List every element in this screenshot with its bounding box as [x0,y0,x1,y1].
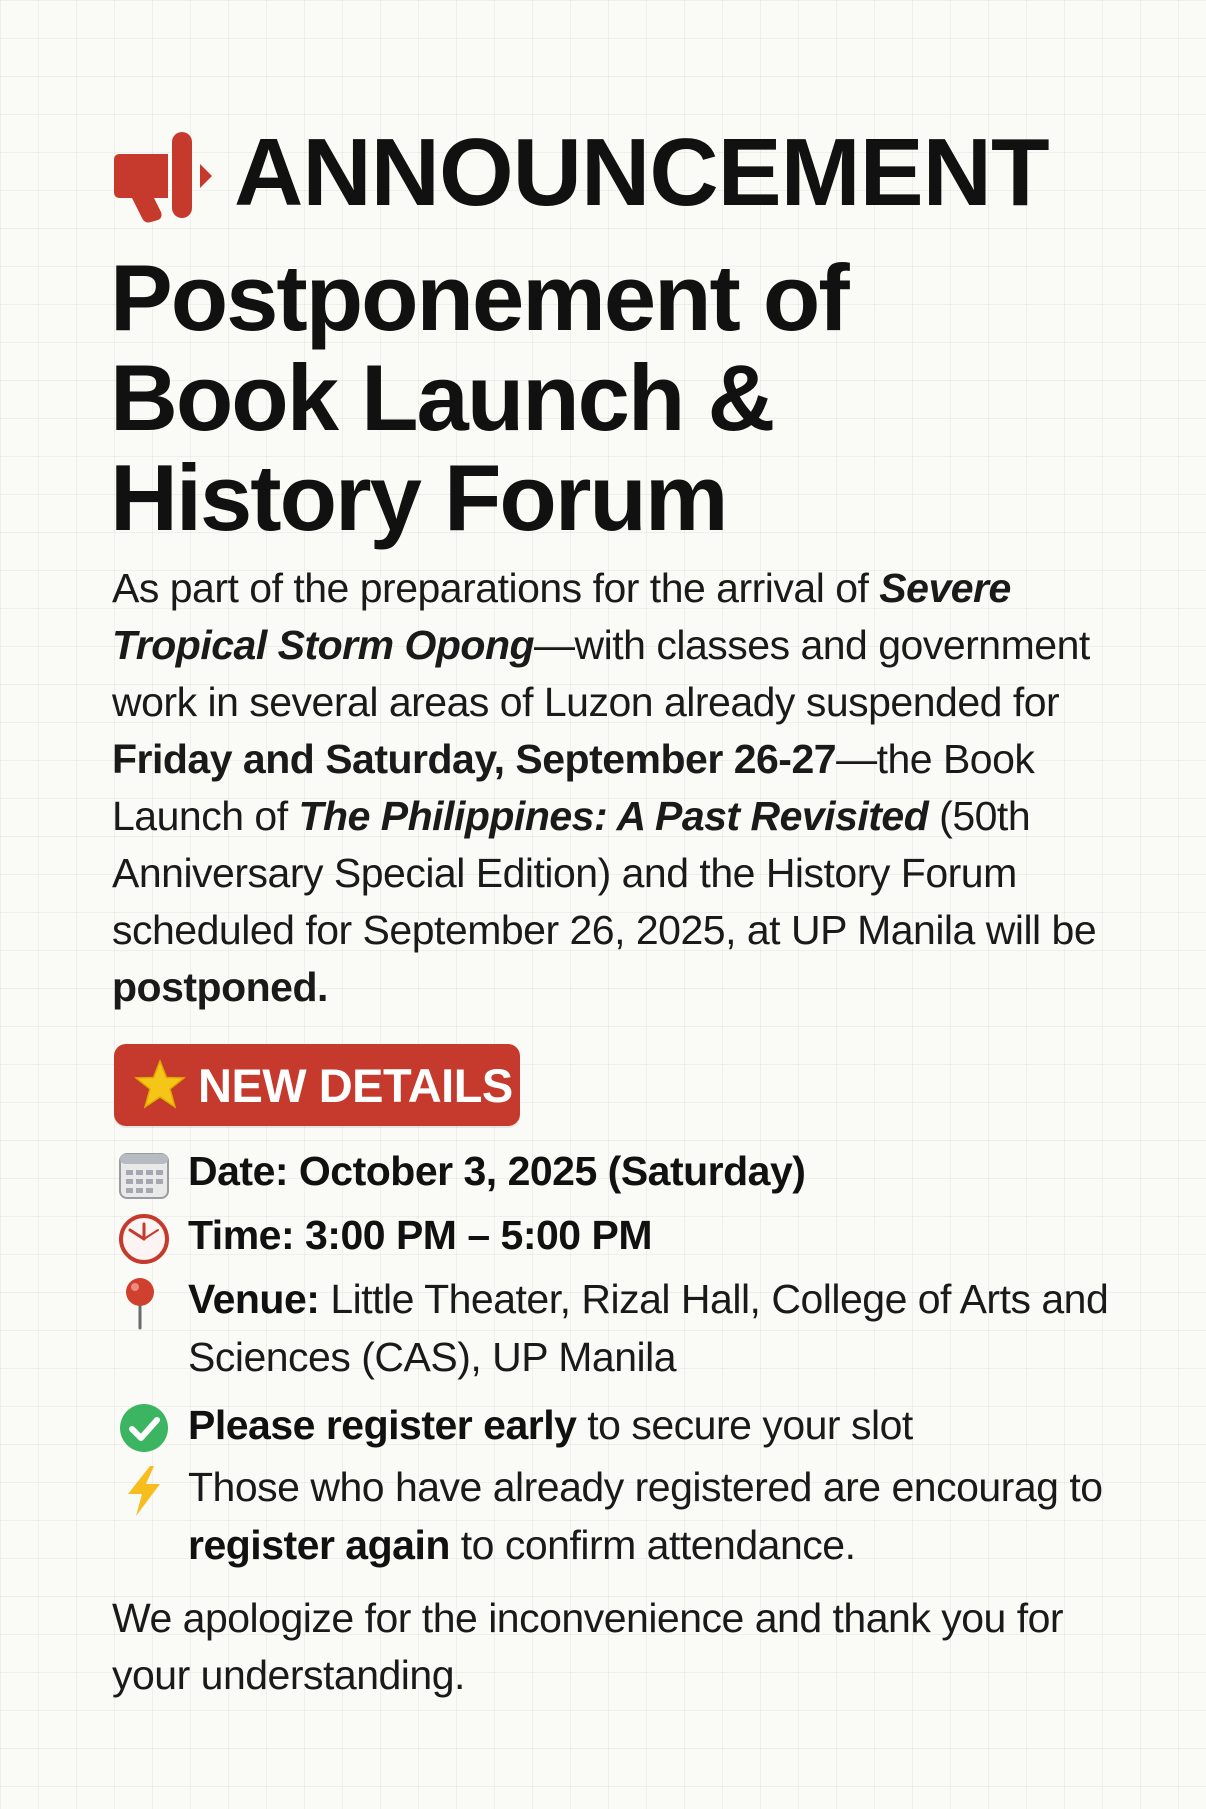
pin-icon [116,1274,172,1330]
already-bold: register again [188,1522,450,1568]
detail-register [116,1396,1176,1458]
calendar-icon [116,1146,172,1202]
register-text: to secure your slot [576,1402,913,1448]
closing-text: We apologize for the inconvenience and thank you for your understanding. [112,1595,1064,1698]
body-paragraph [112,560,1132,1016]
announcement-header [106,118,1049,228]
register-bold: Please register early [188,1402,577,1448]
suspension-days: Friday and Saturday, September 26-27 [112,736,837,782]
megaphone-icon [106,118,216,228]
already-text: Those who have already registered are encourag to [188,1464,1103,1510]
details-list [116,1142,1176,1588]
body-text: (50th Anniversary Special Edition) and the History Forum scheduled for September 26, 2025, at UP Manila will be [112,793,1097,953]
check-icon [116,1400,172,1456]
book-title: The Philippines: A Past Revisited [298,793,929,839]
title-line: Book Launch & [110,345,774,450]
detail-date [116,1142,1176,1206]
venue-label: Venue: [188,1276,320,1322]
venue-text: Little Theater, Rizal Hall, College of Arts and Sciences (CAS), UP Manila [188,1276,1109,1380]
lightning-icon [116,1462,172,1518]
body-text: —the Book Launch of [112,736,1035,839]
new-details-badge [114,1044,520,1126]
announcement-label: ANNOUNCEMENT [234,119,1049,226]
page-title [110,245,1110,550]
new-details-label: NEW DETAILS [198,1058,513,1112]
body-text: As part of the preparations for the arrival of [112,565,880,611]
body-text: —with classes and government work in several areas of Luzon already suspended for [112,622,1090,725]
already-text-end: to confirm attendance. [449,1522,856,1568]
title-line: History Forum [110,445,727,550]
storm-name: Severe Tropical Storm Opong [112,565,1011,668]
title-line: Postponement of [110,245,848,350]
detail-venue [116,1270,1176,1396]
date-text: Date: October 3, 2025 (Saturday) [188,1148,806,1194]
time-text: Time: 3:00 PM – 5:00 PM [188,1212,652,1258]
star-icon [132,1057,188,1113]
detail-already-registered [116,1458,1176,1588]
postponed-text: postponed. [112,964,328,1010]
detail-time [116,1206,1176,1270]
clock-icon [116,1210,172,1266]
